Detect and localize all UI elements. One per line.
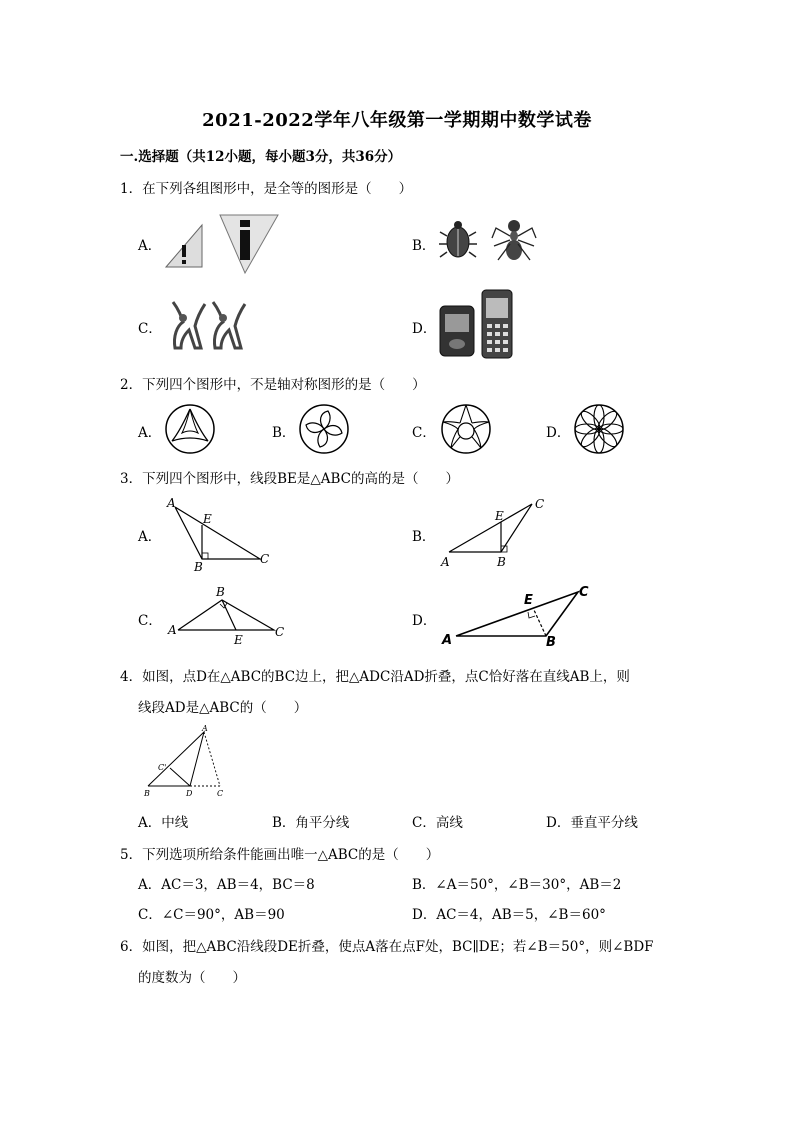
q4-label-a: A xyxy=(202,724,208,733)
q1-option-c: C． xyxy=(138,321,162,337)
q3-triangle-figure-d xyxy=(438,582,598,648)
q4-label-d: D xyxy=(186,789,193,798)
q3c-label-e: E xyxy=(234,633,243,647)
question-4-stem-line2: 线段AD是△ABC的（ ） xyxy=(138,700,308,716)
q3-triangle-figure-a xyxy=(160,495,280,575)
question-3-stem: 3．下列四个图形中，线段BE是△ABC的高的是（ ） xyxy=(120,471,459,487)
q3b-label-a: A xyxy=(441,555,450,569)
q3c-label-b: B xyxy=(216,585,225,599)
q3a-label-c: C xyxy=(260,552,270,566)
q3b-label-b: B xyxy=(497,555,506,569)
question-6-stem-line1: 6．如图，把△ABC沿线段DE折叠，使点A落在点F处，BC∥DE；若∠B＝50°，则∠BDF xyxy=(120,939,654,955)
q2-option-a: A． xyxy=(138,425,162,441)
q3c-label-c: C xyxy=(275,625,285,639)
q1-mobile-phones-figure xyxy=(436,288,526,360)
page-title: 2021-2022学年八年级第一学期期中数学试卷 xyxy=(202,110,592,131)
q3d-label-c: C xyxy=(579,585,589,600)
q3-option-c: C． xyxy=(138,613,162,629)
q1-warning-signs-figure xyxy=(160,210,285,280)
question-2-stem: 2．下列四个图形中，不是轴对称图形的是（ ） xyxy=(120,377,426,393)
q4-fold-figure xyxy=(140,726,230,798)
q2-option-b: B． xyxy=(272,425,296,441)
q3d-label-e: E xyxy=(524,593,533,608)
q2-option-d: D． xyxy=(546,425,571,441)
q3d-label-b: B xyxy=(546,635,556,650)
question-1-stem: 1．在下列各组图形中，是全等的图形是（ ） xyxy=(120,181,413,197)
q3-option-b: B． xyxy=(412,529,436,545)
q2-circle-eight-petal-figure xyxy=(573,403,625,455)
q4-option-d: D．垂直平分线 xyxy=(546,815,638,831)
q2-circle-pentagon-flower-figure xyxy=(440,403,492,455)
q3a-label-e: E xyxy=(203,512,212,526)
q3b-label-e: E xyxy=(495,509,504,523)
q1-option-b: B． xyxy=(412,238,436,254)
question-5-stem: 5．下列选项所给条件能画出唯一△ABC的是（ ） xyxy=(120,847,440,863)
q1-dancers-figure xyxy=(165,296,250,354)
section-heading: 一.选择题（共12小题，每小题3分，共36分） xyxy=(120,149,402,165)
q4-label-c-prime: C' xyxy=(158,763,167,772)
q3-triangle-figure-b xyxy=(435,492,560,572)
q2-circle-pinwheel-figure xyxy=(298,403,350,455)
q3c-label-a: A xyxy=(168,623,177,637)
question-6-stem-line2: 的度数为（ ） xyxy=(138,970,246,986)
q2-circle-triangle-figure xyxy=(164,403,216,455)
q3-option-d: D． xyxy=(412,613,437,629)
q4-label-b: B xyxy=(144,789,150,798)
q4-option-a: A．中线 xyxy=(138,815,189,831)
q3a-label-a: A xyxy=(167,496,176,510)
q5-option-c: C．∠C＝90°，AB＝90 xyxy=(138,907,285,923)
q3b-label-c: C xyxy=(535,497,545,511)
q1-beetle-and-ant-figure xyxy=(436,214,546,264)
q3-triangle-figure-c xyxy=(162,582,292,646)
q2-option-c: C． xyxy=(412,425,436,441)
q5-option-d: D．AC＝4，AB＝5，∠B＝60° xyxy=(412,907,606,923)
question-4-stem-line1: 4．如图，点D在△ABC的BC边上，把△ADC沿AD折叠，点C恰好落在直线AB上，则 xyxy=(120,669,630,685)
q4-option-c: C．高线 xyxy=(412,815,463,831)
q4-option-b: B．角平分线 xyxy=(272,815,350,831)
q4-label-c: C xyxy=(217,789,224,798)
q1-option-d: D． xyxy=(412,321,437,337)
q3-option-a: A． xyxy=(138,529,162,545)
q5-option-a: A．AC＝3，AB＝4，BC＝8 xyxy=(138,877,315,893)
q1-option-a: A． xyxy=(138,238,162,254)
q3a-label-b: B xyxy=(194,560,203,574)
q3d-label-a: A xyxy=(442,633,453,648)
q5-option-b: B．∠A＝50°，∠B＝30°，AB＝2 xyxy=(412,877,622,893)
